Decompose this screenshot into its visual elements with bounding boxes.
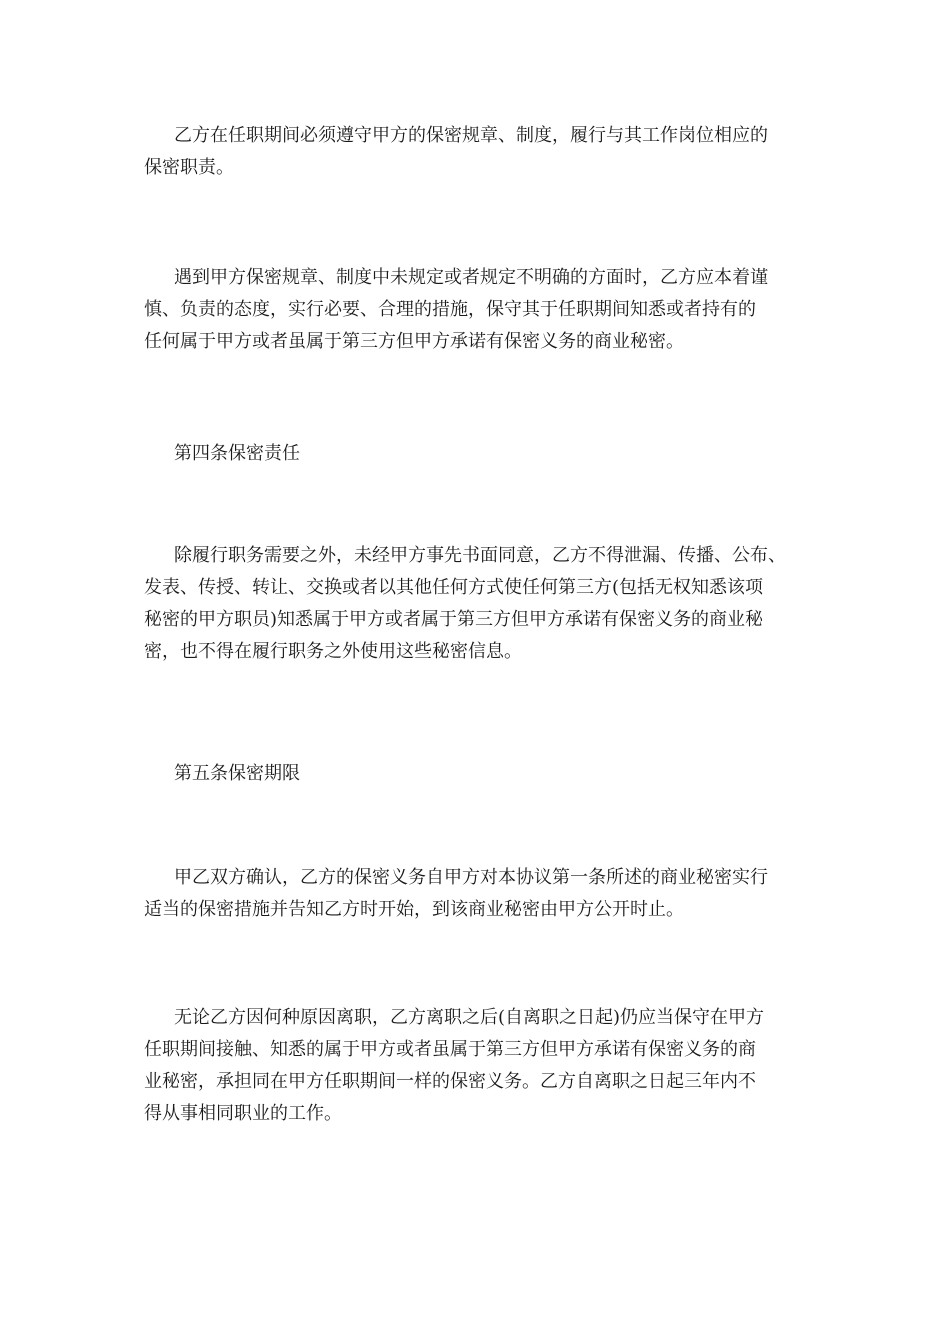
paragraph-confidentiality-duty: 乙方在任职期间必须遵守甲方的保密规章、制度，履行与其工作岗位相应的 保密职责。 [144,125,768,178]
paragraph-disclosure-prohibition: 除履行职务需要之外，未经甲方事先书面同意，乙方不得泄漏、传播、公布、 发表、传授、转让、交换或者以其他任何方式使任何第三方(包括无权知悉该项 秘密的甲方职员)知悉属于甲方或者属于第三方但甲方承诺有保密义务的商业秘 密，也不得在履行职务之外使用这些秘密信息。 [144,545,786,662]
paragraph-unspecified-matters: 遇到甲方保密规章、制度中未规定或者规定不明确的方面时，乙方应本着谨 慎、负责的态度，实行必要、合理的措施，保守其于任职期间知悉或者持有的 任何属于甲方或者虽属于第三方但甲方承诺有保密义务的商业秘密。 [144,267,768,352]
paragraph-post-employment: 无论乙方因何种原因离职，乙方离职之后(自离职之日起)仍应当保守在甲方 任职期间接触、知悉的属于甲方或者虽属于第三方但甲方承诺有保密义务的商 业秘密，承担同在甲方任职期间一样的保密义务。乙方自离职之日起三年内不 得从事相同职业的工作。 [144,1007,765,1124]
heading-article-5: 第五条保密期限 [174,763,300,784]
heading-article-4: 第四条保密责任 [174,443,300,464]
paragraph-confidentiality-period: 甲乙双方确认，乙方的保密义务自甲方对本协议第一条所述的商业秘密实行 适当的保密措施并告知乙方时开始，到该商业秘密由甲方公开时止。 [144,867,768,920]
